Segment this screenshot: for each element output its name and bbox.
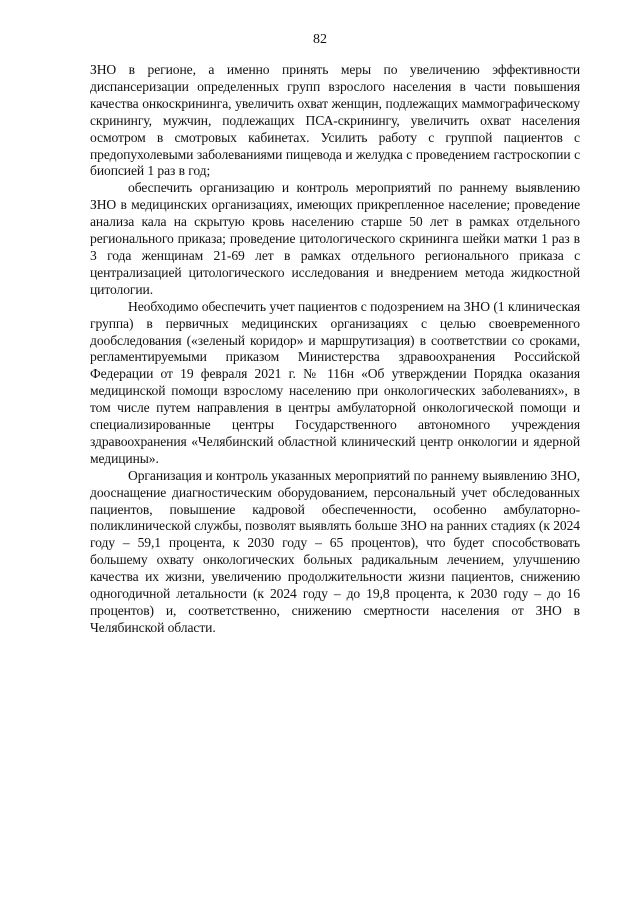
page-number: 82 [313,32,327,47]
document-body [90,62,580,637]
paragraph-2: обеспечить организацию и контроль мероприятий по раннему выявлению ЗНО в медицинских организациях, имеющих прикрепленное население; проведение анализа кала на скрытую кровь населению старше 50 лет в рамках отдельного регионального приказа; проведение цитологического скрининга шейки матки 1 раз в 3 года женщинам 21-69 лет в рамках отдельного регионального приказа с централизацией цитологического исследования и внедрением метода жидкостной цитологии. [90,180,580,297]
paragraph-1: ЗНО в регионе, а именно принять меры по увеличению эффективности диспансеризации определенных групп взрослого населения в части повышения качества онкоскрининга, увеличить охват женщин, подлежащих маммографическому скринингу, мужчин, подлежащих ПСА-скринингу, увеличить охват населения осмотром в смотровых кабинетах. Усилить работу с группой пациентов с предопухолевыми заболеваниями пищевода и желудка с проведением гастроскопии с биопсией 1 раз в год; [90,62,580,179]
paragraph-3: Необходимо обеспечить учет пациентов с подозрением на ЗНО (1 клиническая группа) в первичных медицинских организациях с целью своевременного дообследования («зеленый коридор» и маршрутизация) в соответствии со сроками, регламентируемыми приказом Министерства здравоохранения Российской Федерации от 19 февраля 2021 г. № 116н «Об утверждении Порядка оказания медицинской помощи взрослому населению при онкологических заболеваниях», в том числе путем направления в центры амбулаторной онкологической помощи и специализированные центры Государственного автономного учреждения здравоохранения «Челябинский областной клинический центр онкологии и ядерной медицины». [90,298,580,466]
paragraph-4: Организация и контроль указанных мероприятий по раннему выявлению ЗНО, дооснащение диагностическим оборудованием, персональный учет обследованных пациентов, повышение кадровой обеспеченности, особенно амбулаторно-поликлинической службы, позволят выявлять больше ЗНО на ранних стадиях (к 2024 году – 59,1 процента, к 2030 году – 65 процентов), что будет способствовать большему охвату онкологических больных радикальным лечением, улучшению качества их жизни, увеличению продолжительности жизни пациентов, снижению одногодичной летальности (к 2024 году – до 19,8 процента, к 2030 году – до 16 процентов) и, соответственно, снижению смертности населения от ЗНО в Челябинской области. [90,467,580,635]
